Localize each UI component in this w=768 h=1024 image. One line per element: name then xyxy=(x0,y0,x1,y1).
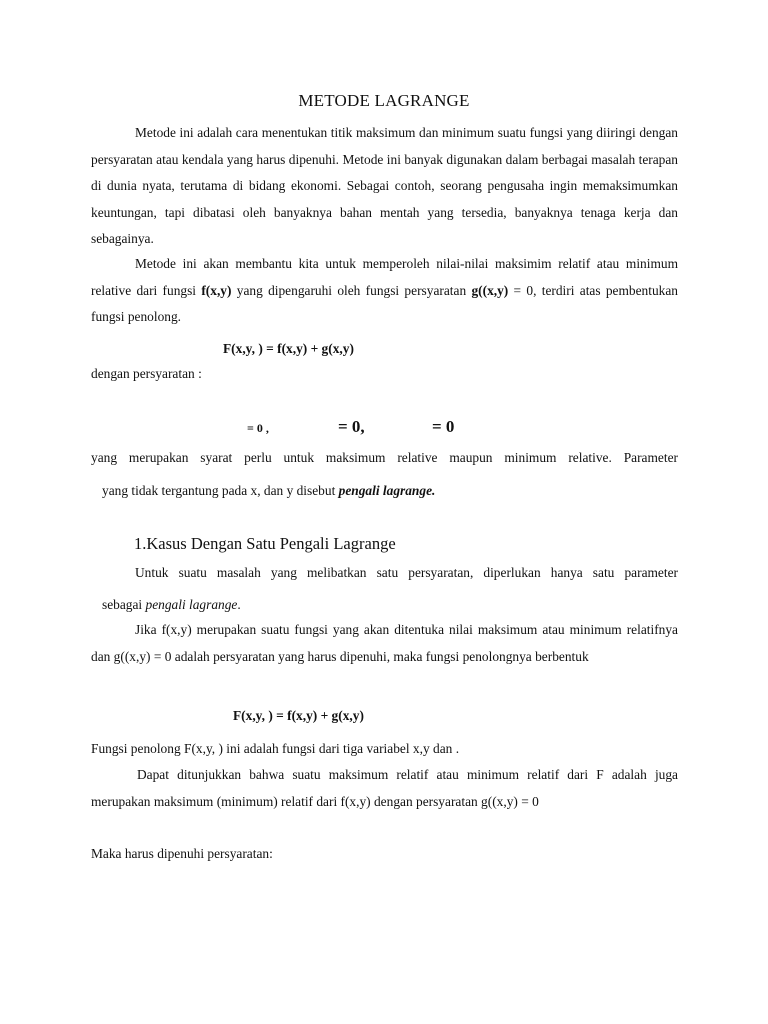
term-pengali-lagrange: pengali lagrange. xyxy=(338,483,436,498)
page-title: METODE LAGRANGE xyxy=(298,91,470,110)
paragraph-method-text-b: yang dipengaruhi oleh fungsi persyaratan xyxy=(231,282,472,298)
paragraph-intro-text: Metode ini adalah cara menentukan titik maksimum dan minimum suatu fungsi yang diiringi dengan persyaratan atau kendala yang harus dipenuhi. Metode ini banyak digunakan dalam berbagai masalah terapan di dunia nyata, terutama di bidang ekonomi. Sebagai contoh, seorang pengusaha ingin memaksimumkan keuntungan, tapi dibatasi oleh banyaknya bahan mentah yang tersedia, banyaknya tenaga kerja dan sebagainya. xyxy=(91,125,678,246)
paragraph-single-constraint-line1: Untuk suatu masalah yang melibatkan satu persyaratan, diperlukan hanya satu parameter xyxy=(135,565,678,580)
paragraph-definition xyxy=(91,617,678,670)
condition-2: = 0, xyxy=(338,417,365,436)
paragraph-definition-text: Jika f(x,y) merupakan suatu fungsi yang akan ditentuka nilai maksimum atau minimum relatifnya dan g((x,y) = 0 adalah persyaratan yang harus dipenuhi, maka fungsi penolongnya berbentuk xyxy=(91,622,678,664)
formula-auxiliary-1: F(x,y, ) = f(x,y) + g(x,y) xyxy=(223,341,354,356)
paragraph-conditions-line1: yang merupakan syarat perlu untuk maksimum relative maupun minimum relative. Parameter xyxy=(91,450,678,465)
section-heading: 1.Kasus Dengan Satu Pengali Lagrange xyxy=(134,534,396,553)
condition-3: = 0 xyxy=(432,417,455,436)
paragraph-method-text-a: Metode ini akan membantu kita untuk memperoleh nilai-nilai maksimim relatif atau minimum relative dari fungsi xyxy=(91,256,678,298)
paragraph-single-constraint-line2: sebagai pengali lagrange. xyxy=(102,597,241,612)
paragraph-equivalence-text: Dapat ditunjukkan bahwa suatu maksimum relatif atau minimum relatif dari F adalah juga merupakan maksimum (minimum) relatif dari f(x,y) dengan persyaratan g((x,y) = 0 xyxy=(91,767,678,809)
paragraph-method-fxy: f(x,y) xyxy=(201,282,232,298)
paragraph-requirements: Maka harus dipenuhi persyaratan: xyxy=(91,846,273,861)
paragraph-method-gxy: g((x,y) xyxy=(471,282,509,298)
paragraph-three-variables: Fungsi penolong F(x,y, ) ini adalah fungsi dari tiga variabel x,y dan . xyxy=(91,741,460,756)
paragraph-equivalence xyxy=(91,762,678,815)
term-pengali-lagrange-italic: pengali lagrange xyxy=(145,597,238,612)
paragraph-conditions-line2: yang tidak tergantung pada x, dan y disebut pengali lagrange. xyxy=(102,483,436,498)
formula-auxiliary-2: F(x,y, ) = f(x,y) + g(x,y) xyxy=(233,708,364,723)
constraint-label: dengan persyaratan : xyxy=(91,366,202,381)
paragraph-method xyxy=(91,251,678,331)
paragraph-method-text-c: = 0, terdiri atas pembentukan fungsi penolong. xyxy=(91,282,678,324)
paragraph-intro xyxy=(91,120,678,253)
condition-1: = 0 , xyxy=(247,421,269,435)
